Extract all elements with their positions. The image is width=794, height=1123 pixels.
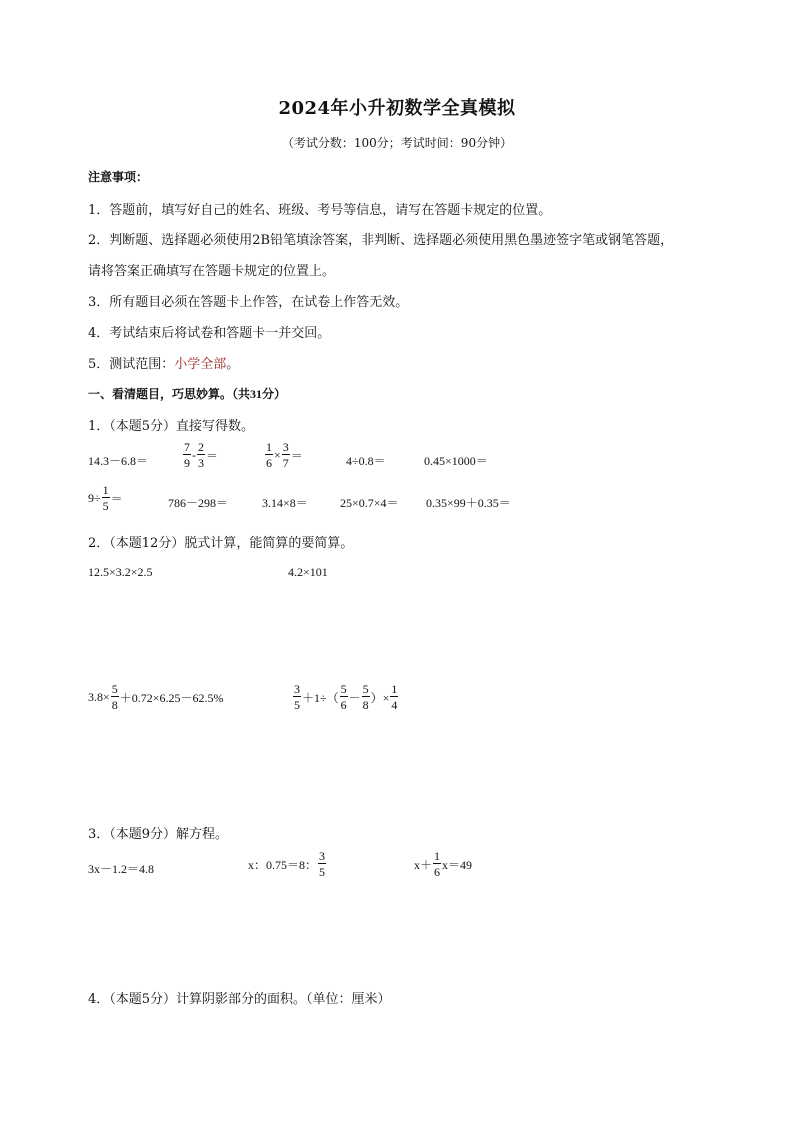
question-1-label: 1．（本题5分）直接写得数。 [88, 419, 255, 434]
q1-item-2 [182, 441, 218, 469]
q2-problem-2: 4.2×101 [288, 565, 328, 579]
q3-equation-1: 3x－1.2＝4.8 [88, 862, 155, 876]
denominator: 5 [319, 865, 326, 879]
term: ＋1÷（ [302, 690, 339, 705]
question-2-label: 2．（本题12分）脱式计算，能简算的要简算。 [88, 536, 354, 551]
operator: － [348, 690, 361, 705]
term: x＋ [414, 857, 433, 872]
q1-item-10: 0.35×99＋0.35＝ [426, 496, 511, 510]
numerator: 3 [319, 849, 326, 863]
notice-item-4: 4．考试结束后将试卷和答题卡一并交回。 [88, 326, 331, 341]
notice-heading: 注意事项： [88, 170, 149, 184]
q1-item-3 [264, 441, 303, 469]
term: x：0.75＝8： [248, 857, 318, 872]
operator: - [192, 447, 196, 462]
numerator: 1 [391, 682, 398, 696]
q2-problem-4 [292, 683, 399, 711]
denominator: 9 [184, 456, 190, 470]
numerator: 1 [266, 440, 272, 454]
denominator: 6 [266, 456, 272, 470]
notice-item-1: 1．答题前，填写好自己的姓名、班级、考号等信息，请写在答题卡规定的位置。 [88, 203, 552, 218]
scope-value: 小学全部 [174, 357, 227, 372]
section-1-heading: 一、看清题目，巧思妙算。（共31分） [88, 387, 287, 401]
dividend: 9÷ [88, 490, 101, 505]
numerator: 1 [102, 483, 109, 497]
exam-info: （考试分数：100分；考试时间：90分钟） [281, 136, 513, 150]
q1-item-8: 3.14×8＝ [262, 496, 308, 510]
numerator: 5 [362, 682, 369, 696]
equals: ＝ [290, 448, 303, 463]
q1-item-6 [88, 484, 123, 512]
denominator: 6 [434, 865, 441, 879]
notice-item-5 [88, 353, 239, 372]
denominator: 5 [294, 698, 300, 712]
numerator: 5 [111, 682, 118, 696]
denominator: 6 [340, 698, 347, 712]
q2-problem-3 [88, 683, 224, 711]
notice-item-2-cont: 请将答案正确填写在答题卡规定的位置上。 [88, 264, 336, 279]
numerator: 3 [282, 440, 289, 454]
notice-item-3: 3．所有题目必须在答题卡上作答，在试卷上作答无效。 [88, 295, 409, 310]
numerator: 3 [294, 682, 300, 696]
question-4-label: 4．（本题5分）计算阴影部分的面积。（单位：厘米） [88, 992, 391, 1007]
denominator: 3 [198, 456, 204, 470]
scope-label: 5．测试范围： [88, 357, 175, 372]
denominator: 7 [282, 456, 289, 470]
numerator: 2 [198, 440, 204, 454]
q1-item-1: 14.3－6.8＝ [88, 454, 149, 468]
q3-equation-3 [414, 850, 472, 878]
q2-problem-1: 12.5×3.2×2.5 [88, 565, 153, 579]
denominator: 8 [111, 698, 118, 712]
term: x＝49 [442, 857, 473, 872]
numerator: 1 [434, 849, 441, 863]
scope-suffix: 。 [226, 357, 240, 372]
denominator: 4 [391, 698, 398, 712]
denominator: 5 [102, 499, 109, 513]
q1-item-4: 4÷0.8＝ [346, 454, 386, 468]
notice-item-2: 2．判断题、选择题必须使用2B铅笔填涂答案，非判断、选择题必须使用黑色墨迹签字笔或钢笔答题， [88, 233, 674, 248]
q3-equation-2 [248, 850, 327, 878]
q1-item-9: 25×0.7×4＝ [340, 496, 399, 510]
equals: ＝ [206, 448, 219, 463]
denominator: 8 [362, 698, 369, 712]
page-title: 2024年小升初数学全真模拟 [278, 98, 516, 119]
term: ＋0.72×6.25－62.5% [119, 690, 224, 705]
equals: ＝ [110, 491, 123, 506]
numerator: 7 [184, 440, 190, 454]
operator: × [274, 447, 281, 462]
q1-item-7: 786－298＝ [168, 496, 229, 510]
numerator: 5 [340, 682, 347, 696]
term: ）× [370, 690, 390, 705]
term: 3.8× [88, 689, 110, 704]
q1-item-5: 0.45×1000＝ [424, 454, 488, 468]
question-3-label: 3．（本题9分）解方程。 [88, 827, 229, 842]
